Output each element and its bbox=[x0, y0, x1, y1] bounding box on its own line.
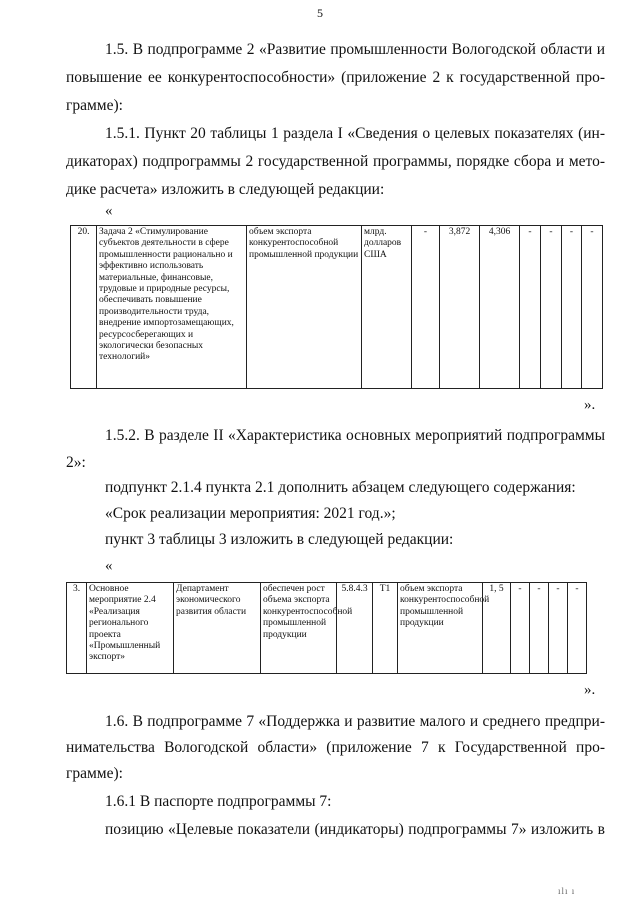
paragraph-7-line-2: нимательства Вологодской области» (приложение 7 к Государственной про- bbox=[66, 739, 605, 756]
table-row bbox=[67, 583, 587, 674]
value-cell: - bbox=[582, 226, 603, 389]
page-number: 5 bbox=[317, 6, 323, 20]
paragraph-6: пункт 3 таблицы 3 изложить в следующей редакции: bbox=[105, 531, 454, 548]
paragraph-2-line-1: 1.5.1. Пункт 20 таблицы 1 раздела I «Сведения о целевых показателях (ин- bbox=[105, 125, 605, 142]
paragraph-2-line-3: дике расчета» изложить в следующей редакции: bbox=[66, 181, 385, 198]
executor-cell: Департамент экономического развития области bbox=[174, 583, 261, 674]
events-table bbox=[66, 582, 587, 674]
indicator-cell: объем экспорта конкурентоспособной промышленной продукции bbox=[247, 226, 362, 389]
paragraph-9: позицию «Целевые показатели (индикаторы) подпрограммы 7» изложить в bbox=[105, 821, 605, 838]
result-cell: обеспечен рост объема экспорта конкурентоспособной промышленной продукции bbox=[261, 583, 337, 674]
value-cell: - bbox=[568, 583, 587, 674]
value-cell: 4,306 bbox=[480, 226, 520, 389]
paragraph-8: 1.6.1 В паспорте подпрограммы 7: bbox=[105, 793, 332, 810]
unit-cell: млрд. долларов США bbox=[362, 226, 412, 389]
paragraph-1-line-3: грамме): bbox=[66, 97, 123, 114]
indicator-table bbox=[70, 225, 603, 389]
table-row bbox=[71, 226, 603, 389]
quote-open-2: « bbox=[105, 558, 113, 574]
paragraph-1-line-2: повышение ее конкурентоспособности» (приложение 2 к государственной про- bbox=[66, 69, 605, 86]
paragraph-3-line-2: 2»: bbox=[66, 454, 86, 471]
quote-close-1: ». bbox=[584, 397, 596, 413]
row-number: 3. bbox=[67, 583, 87, 674]
row-number: 20. bbox=[71, 226, 97, 389]
quote-open-1: « bbox=[105, 203, 113, 219]
paragraph-5: «Срок реализации мероприятия: 2021 год.»; bbox=[105, 505, 396, 522]
paragraph-1-line-1: 1.5. В подпрограмме 2 «Развитие промышленности Вологодской области и bbox=[105, 41, 605, 58]
code-cell: 5.8.4.3 bbox=[337, 583, 373, 674]
paragraph-7-line-1: 1.6. В подпрограмме 7 «Поддержка и развитие малого и среднего предпри- bbox=[105, 713, 605, 730]
footer-mark: ılı ı bbox=[558, 886, 576, 896]
paragraph-7-line-3: грамме): bbox=[66, 765, 123, 782]
value-cell: - bbox=[511, 583, 530, 674]
task-cell: Задача 2 «Стимулирование субъектов деятельности в сфере промышленности рационально и эффективно использовать материальные, финансовые, трудовые и природные ресурсы, обеспечивать повышение производительности труда, внедрение импортозамещающих, ресурсосберегающих и экологически безопасных технологий» bbox=[97, 226, 247, 389]
value-cell: - bbox=[530, 583, 549, 674]
value-cell: 1, 5 bbox=[483, 583, 511, 674]
t-cell: Т1 bbox=[373, 583, 398, 674]
value-cell: 3,872 bbox=[440, 226, 480, 389]
value-cell: - bbox=[549, 583, 568, 674]
value-cell: - bbox=[520, 226, 541, 389]
indicator-cell: объем экспорта конкурентоспособной промышленной продукции bbox=[398, 583, 483, 674]
value-cell: - bbox=[541, 226, 562, 389]
paragraph-4: подпункт 2.1.4 пункта 2.1 дополнить абзацем следующего содержания: bbox=[105, 479, 576, 496]
event-cell: Основное мероприятие 2.4 «Реализация регионального проекта «Промышленный экспорт» bbox=[87, 583, 174, 674]
value-cell: - bbox=[412, 226, 440, 389]
quote-close-2: ». bbox=[584, 682, 596, 698]
paragraph-3-line-1: 1.5.2. В разделе II «Характеристика основных мероприятий подпрограммы bbox=[105, 427, 605, 444]
paragraph-2-line-2: дикаторах) подпрограммы 2 государственной программы, порядке сбора и мето- bbox=[66, 153, 605, 170]
value-cell: - bbox=[562, 226, 582, 389]
